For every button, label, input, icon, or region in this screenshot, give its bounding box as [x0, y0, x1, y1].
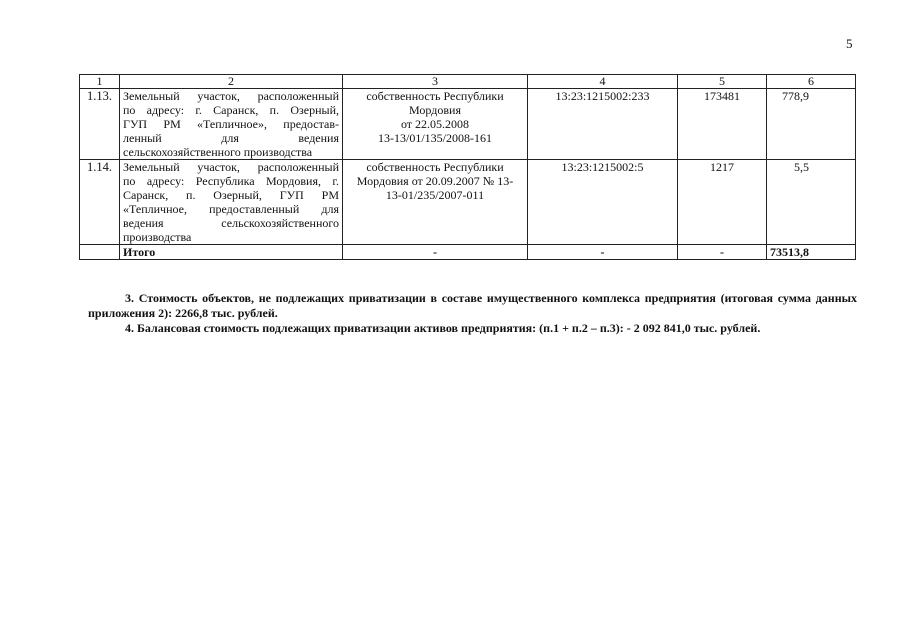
description-line: ленный для ведения: [123, 131, 339, 145]
table-header-cell: 4: [528, 75, 678, 89]
description-line: по адресу: Республика Мордовия, г.: [123, 174, 339, 188]
table-header-cell: 3: [343, 75, 528, 89]
row-description: [120, 89, 343, 160]
row-description: [120, 160, 343, 245]
description-line: «Тепличное, предоставленный для: [123, 202, 339, 216]
row-area: 173481: [678, 89, 767, 160]
ownership-line: собственность Республики: [366, 160, 504, 174]
total-col3: -: [343, 245, 528, 260]
page-number: 5: [846, 36, 853, 51]
row-number: 1.14.: [80, 160, 120, 245]
row-number: 1.13.: [80, 89, 120, 160]
row-cadastral-number: 13:23:1215002:5: [528, 160, 678, 245]
row-area: 1217: [678, 160, 767, 245]
description-line: сельскохозяйственного производства: [123, 145, 313, 159]
table-row: [80, 160, 856, 245]
table-header-cell: 1: [80, 75, 120, 89]
table-header-cell: 2: [120, 75, 343, 89]
table-header-cell: 6: [767, 75, 856, 89]
note-4-balance-value: 4. Балансовая стоимость подлежащих приватизации активов предприятия: (п.1 + п.2 – п.3): - 2 092 841,0 тыс. рублей.: [125, 321, 761, 335]
table-header-cell: 5: [678, 75, 767, 89]
note-3-non-privatized-value: 3. Стоимость объектов, не подлежащих приватизации в составе имущественного комплекса предприятия (итоговая сумма данных приложения 2): 2266,8 тыс. рублей.: [88, 291, 857, 320]
total-value: 73513,8: [767, 245, 856, 260]
ownership-line: 13-13/01/135/2008-161: [378, 131, 492, 145]
total-col4: -: [528, 245, 678, 260]
table-row: [80, 89, 856, 160]
description-line: Саранск, п. Озерный, ГУП РМ: [123, 188, 339, 202]
ownership-line: 13-01/235/2007-011: [385, 188, 485, 202]
ownership-line: Мордовия: [409, 103, 461, 117]
description-line: ГУП РМ «Тепличное», предостав-: [123, 117, 339, 131]
row-cadastral-number: 13:23:1215002:233: [528, 89, 678, 160]
table-header-row: [80, 75, 856, 89]
table-total-row: [80, 245, 856, 260]
total-empty-cell: [80, 245, 120, 260]
ownership-line: Мордовия от 20.09.2007 № 13-: [356, 174, 514, 188]
assets-table: [79, 74, 856, 260]
total-col5: -: [678, 245, 767, 260]
ownership-line: собственность Республики: [366, 89, 504, 103]
row-value: 778,9: [767, 89, 856, 160]
total-label: Итого: [120, 245, 343, 260]
description-line: ведения сельскохозяйственного: [123, 216, 339, 230]
description-line: по адресу: г. Саранск, п. Озерный,: [123, 103, 339, 117]
row-ownership: [343, 89, 528, 160]
row-ownership: [343, 160, 528, 245]
description-line: производства: [123, 230, 192, 244]
description-line: Земельный участок, расположенный: [123, 160, 339, 174]
row-value: 5,5: [767, 160, 856, 245]
description-line: Земельный участок, расположенный: [123, 89, 339, 103]
ownership-line: от 22.05.2008: [400, 117, 470, 131]
